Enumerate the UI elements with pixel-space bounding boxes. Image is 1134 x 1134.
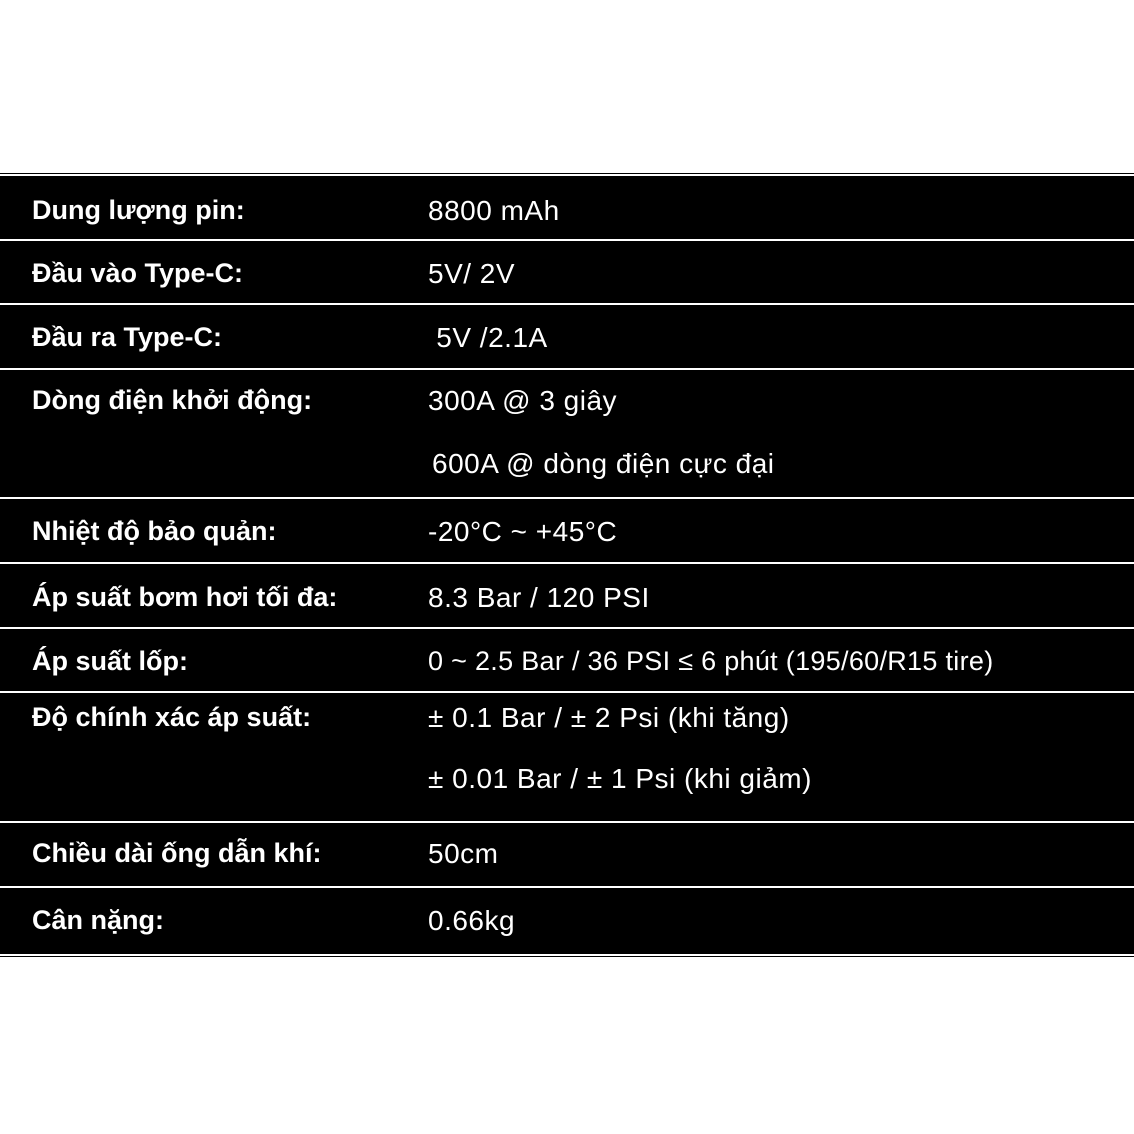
spec-row-pressure-accuracy <box>0 693 1134 823</box>
spec-row-weight <box>0 888 1134 954</box>
spec-label: Đầu vào Type-C: <box>32 258 244 288</box>
spec-row-input <box>0 241 1134 305</box>
spec-label: Độ chính xác áp suất: <box>32 702 312 732</box>
spec-value: ± 0.01 Bar / ± 1 Psi (khi giảm) <box>428 763 812 794</box>
spec-value: 5V /2.1A <box>428 322 548 353</box>
spec-label: Cân nặng: <box>32 905 164 935</box>
spec-row-storage-temperature <box>0 499 1134 564</box>
spec-label: Đầu ra Type-C: <box>32 322 223 352</box>
spec-value: 8.3 Bar / 120 PSI <box>428 582 650 613</box>
spec-value: 600A @ dòng điện cực đại <box>432 448 775 479</box>
spec-row-max-pressure <box>0 564 1134 629</box>
spec-value: -20°C ~ +45°C <box>428 516 618 547</box>
spec-value: 50cm <box>428 838 499 869</box>
spec-value: 5V/ 2V <box>428 258 516 289</box>
spec-label: Dung lượng pin: <box>32 195 245 225</box>
spec-row-hose-length <box>0 823 1134 888</box>
spec-label: Chiều dài ống dẫn khí: <box>32 838 322 868</box>
spec-value: 0 ~ 2.5 Bar / 36 PSI ≤ 6 phút (195/60/R15 tire) <box>428 646 994 676</box>
spec-table <box>0 174 1134 956</box>
spec-label: Dòng điện khởi động: <box>32 385 313 415</box>
spec-row-battery <box>0 176 1134 241</box>
spec-label: Áp suất lốp: <box>32 646 188 676</box>
spec-value: 8800 mAh <box>428 195 560 226</box>
spec-row-tire-pressure <box>0 629 1134 693</box>
spec-row-output <box>0 305 1134 370</box>
spec-label: Áp suất bơm hơi tối đa: <box>32 582 338 612</box>
spec-value: 300A @ 3 giây <box>428 385 618 416</box>
spec-value: ± 0.1 Bar / ± 2 Psi (khi tăng) <box>428 702 790 733</box>
spec-value: 0.66kg <box>428 905 516 936</box>
spec-label: Nhiệt độ bảo quản: <box>32 516 277 546</box>
spec-row-starting-current <box>0 370 1134 499</box>
